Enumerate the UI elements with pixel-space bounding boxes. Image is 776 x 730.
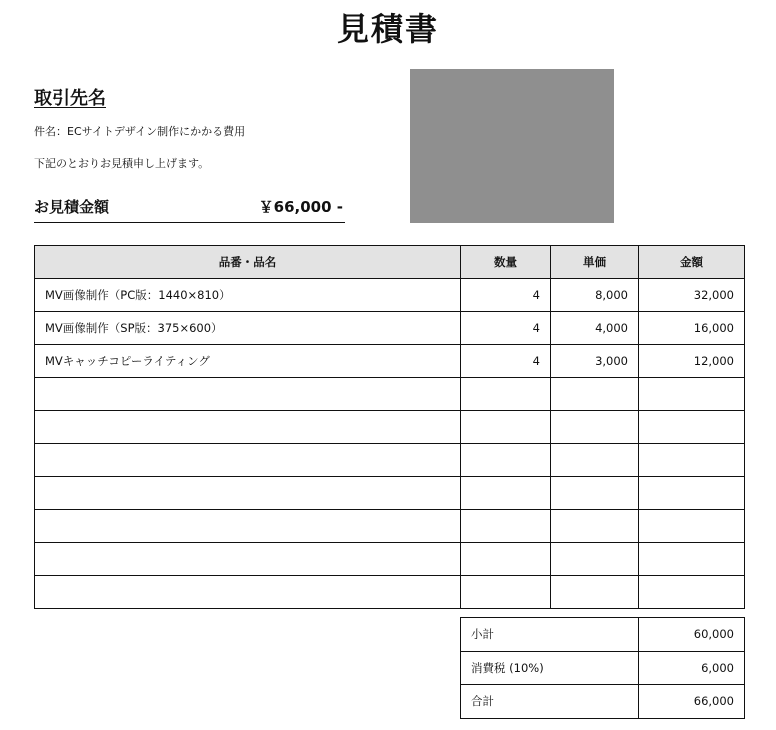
cell-amount (639, 444, 745, 477)
table-row (35, 510, 745, 543)
header-amount: 金額 (639, 246, 745, 279)
header-item: 品番・品名 (35, 246, 461, 279)
subtotal-label: 小計 (461, 618, 639, 652)
cell-qty (461, 477, 551, 510)
cell-qty (461, 378, 551, 411)
cell-amount: 16,000 (639, 312, 745, 345)
line-items-table (34, 245, 745, 609)
company-info-placeholder (410, 69, 614, 223)
header-unit-price: 単価 (551, 246, 639, 279)
table-row (35, 279, 745, 312)
cell-amount (639, 543, 745, 576)
cell-qty (461, 444, 551, 477)
total-row (461, 685, 745, 719)
cell-amount (639, 477, 745, 510)
cell-amount (639, 411, 745, 444)
estimate-amount-label: お見積金額 (34, 198, 110, 216)
cell-unit-price: 8,000 (551, 279, 639, 312)
cell-item (35, 510, 461, 543)
cell-item (35, 477, 461, 510)
subject-line: 件名：ECサイトデザイン制作にかかる費用 (34, 125, 246, 138)
cell-unit-price: 3,000 (551, 345, 639, 378)
subtotal-value: 60,000 (639, 618, 745, 652)
total-label: 合計 (461, 685, 639, 719)
cell-amount: 32,000 (639, 279, 745, 312)
cell-unit-price (551, 444, 639, 477)
cell-unit-price: 4,000 (551, 312, 639, 345)
total-value: 66,000 (639, 685, 745, 719)
estimate-amount-row (34, 196, 345, 223)
cell-item (35, 576, 461, 609)
totals-table (460, 617, 745, 719)
table-header-row (35, 246, 745, 279)
tax-label: 消費税 (10%) (461, 651, 639, 685)
table-row (35, 312, 745, 345)
cell-item: MVキャッチコピーライティング (35, 345, 461, 378)
cell-amount (639, 576, 745, 609)
subtotal-row (461, 618, 745, 652)
cell-item: MV画像制作（PC版：1440×810） (35, 279, 461, 312)
header-qty: 数量 (461, 246, 551, 279)
cell-unit-price (551, 576, 639, 609)
cell-unit-price (551, 378, 639, 411)
tax-row (461, 651, 745, 685)
cell-qty: 4 (461, 345, 551, 378)
table-row (35, 411, 745, 444)
document-title: 見積書 (336, 10, 439, 48)
cell-qty (461, 411, 551, 444)
cell-unit-price (551, 510, 639, 543)
table-row (35, 345, 745, 378)
cell-qty (461, 510, 551, 543)
cell-item (35, 378, 461, 411)
cell-amount (639, 378, 745, 411)
cell-unit-price (551, 477, 639, 510)
cell-item (35, 543, 461, 576)
cell-qty: 4 (461, 279, 551, 312)
cell-qty: 4 (461, 312, 551, 345)
cell-unit-price (551, 411, 639, 444)
cell-item (35, 411, 461, 444)
estimate-amount-value: ￥66,000 - (258, 198, 343, 216)
cell-amount (639, 510, 745, 543)
cell-qty (461, 576, 551, 609)
table-row (35, 378, 745, 411)
quotation-note: 下記のとおりお見積申し上げます。 (34, 157, 210, 170)
cell-amount: 12,000 (639, 345, 745, 378)
cell-item (35, 444, 461, 477)
table-row (35, 576, 745, 609)
table-row (35, 477, 745, 510)
tax-value: 6,000 (639, 651, 745, 685)
table-row (35, 444, 745, 477)
cell-qty (461, 543, 551, 576)
table-row (35, 543, 745, 576)
cell-item: MV画像制作（SP版：375×600） (35, 312, 461, 345)
client-name: 取引先名 (34, 88, 106, 109)
cell-unit-price (551, 543, 639, 576)
